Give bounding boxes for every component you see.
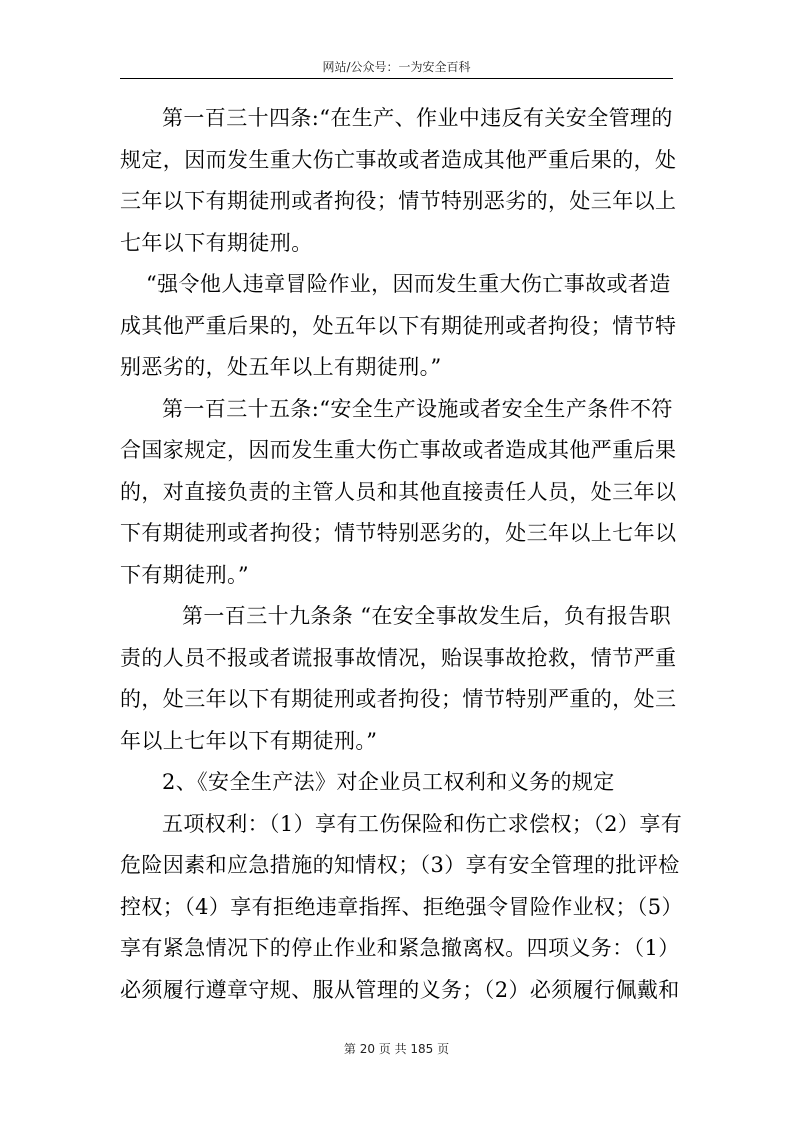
text-line: 必须履行遵章守规、服从管理的义务；（2）必须履行佩戴和 [120,977,680,1002]
text-line: 下有期徒刑。” [120,562,250,587]
text-line: 控权；（4）享有拒绝违章指挥、拒绝强令冒险作业权；（5） [120,894,683,919]
page-footer: 第 20 页 共 185 页 [343,1042,450,1056]
text-line: 规定，因而发生重大伤亡事故或者造成其他严重后果的，处 [120,147,677,172]
text-line: “强令他人违章冒险作业，因而发生重大伤亡事故或者造 [146,272,671,296]
document-body [120,98,683,1011]
text-line: 年以上七年以下有期徒刑。” [120,728,378,753]
text-line: 下有期徒刑或者拘役；情节特别恶劣的，处三年以上七年以 [120,521,677,545]
text-line: 的，处三年以下有期徒刑或者拘役；情节特别严重的，处三 [120,687,677,711]
text-line: 五项权利：（1）享有工伤保险和伤亡求偿权；（2）享有 [162,811,683,836]
text-line: 三年以下有期徒刑或者拘役；情节特别恶劣的，处三年以上 [120,189,677,213]
text-line: 别恶劣的，处五年以上有期徒刑。” [120,355,442,379]
text-line: 第一百三十五条:“安全生产设施或者安全生产条件不符 [162,396,673,421]
text-line: 第一百三十九条条 “在安全事故发生后，负有报告职 [182,604,672,628]
text-line: 的，对直接负责的主管人员和其他直接责任人员，处三年以 [120,479,677,504]
text-line: 责的人员不报或者谎报事故情况，贻误事故抢救，情节严重 [120,645,677,670]
text-line: 合国家规定，因而发生重大伤亡事故或者造成其他严重后果 [120,438,677,462]
text-line: 享有紧急情况下的停止作业和紧急撤离权。四项义务：（1） [120,936,680,960]
text-line: 2、《安全生产法》对企业员工权利和义务的规定 [162,770,615,794]
text-line: 危险因素和应急措施的知情权；（3）享有安全管理的批评检 [120,853,680,877]
page-header: 网站/公众号：一为安全百科 [322,60,471,74]
text-line: 七年以下有期徒刑。 [120,230,313,255]
text-line: 第一百三十四条:“在生产、作业中违反有关安全管理的 [162,106,673,130]
text-line: 成其他严重后果的，处五年以下有期徒刑或者拘役；情节特 [120,313,677,338]
header-divider [120,78,673,79]
